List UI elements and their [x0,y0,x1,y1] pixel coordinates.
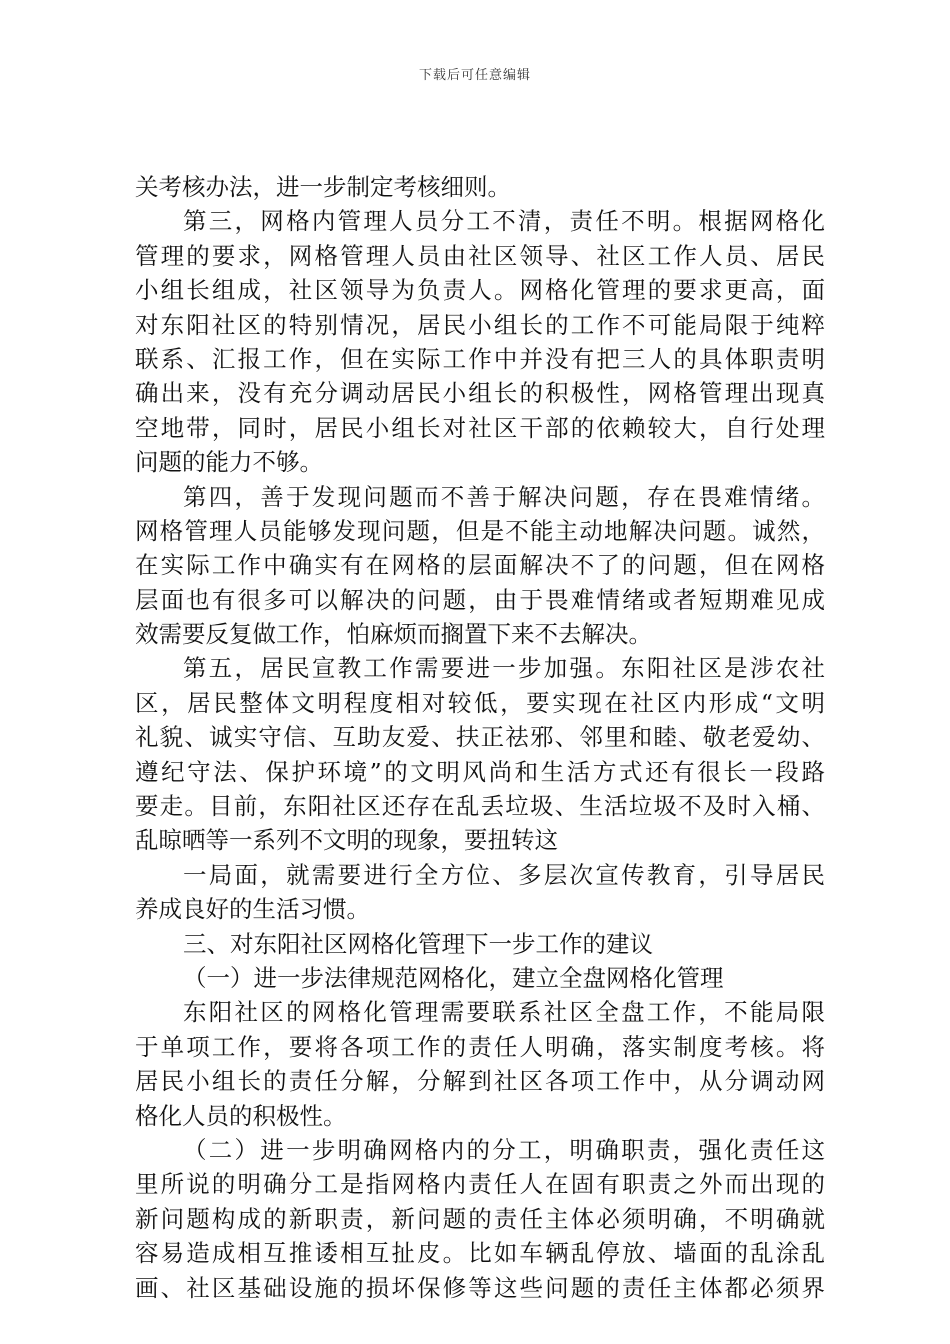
text-line: 新问题构成的新职责，新问题的责任主体必须明确，不明确就 [135,1204,825,1233]
text-line: 画、社区基础设施的损坏保修等这些问题的责任主体都必须界 [135,1273,825,1302]
text-line: 里所说的明确分工是指网格内责任人在固有职责之外而出现的 [135,1170,825,1199]
text-line: 乱晾晒等一系列不文明的现象，要扭转这 [135,826,558,855]
text-line: 空地带，同时，居民小组长对社区干部的依赖较大，自行处理 [135,413,825,442]
text-line: 第三，网格内管理人员分工不清，责任不明。根据网格化 [183,207,825,236]
text-line: 第四，善于发现问题而不善于解决问题，存在畏难情绪。 [183,482,825,511]
text-line: 三、对东阳社区网格化管理下一步工作的建议 [183,929,653,958]
text-line: 对东阳社区的特别情况，居民小组长的工作不可能局限于纯粹 [135,310,825,339]
text-line: 容易造成相互推诿相互扯皮。比如车辆乱停放、墙面的乱涂乱 [135,1239,825,1268]
text-line: （二）进一步明确网格内的分工，明确职责，强化责任这 [183,1135,825,1164]
page-header: 下载后可任意编辑 [418,68,531,83]
text-line: 礼貌、诚实守信、互助友爱、扶正祛邪、邻里和睦、敬老爱幼、 [135,723,825,752]
text-line: 网格管理人员能够发现问题，但是不能主动地解决问题。诚然， [135,516,825,545]
text-line: 小组长组成，社区领导为负责人。网格化管理的要求更高，面 [135,276,825,305]
document-body [135,170,825,1305]
text-line: 问题的能力不够。 [135,448,323,477]
text-line: 一局面，就需要进行全方位、多层次宣传教育，引导居民 [183,860,825,889]
text-line: 第五，居民宣教工作需要进一步加强。东阳社区是涉农社 [183,654,825,683]
text-line: 居民小组长的责任分解，分解到社区各项工作中，从分调动网 [135,1067,825,1096]
text-line: 确出来，没有充分调动居民小组长的积极性，网格管理出现真 [135,379,825,408]
text-line: 遵纪守法、保护环境”的文明风尚和生活方式还有很长一段路 [135,757,825,786]
text-line: 层面也有很多可以解决的问题，由于畏难情绪或者短期难见成 [135,585,825,614]
text-line: 管理的要求，网格管理人员由社区领导、社区工作人员、居民 [135,241,825,270]
text-line: 要走。目前，东阳社区还存在乱丢垃圾、生活垃圾不及时入桶、 [135,792,825,821]
text-line: 于单项工作，要将各项工作的责任人明确，落实制度考核。将 [135,1032,825,1061]
text-line: 效需要反复做工作，怕麻烦而搁置下来不去解决。 [135,620,652,649]
text-line: 格化人员的积极性。 [135,1101,347,1130]
text-line: 关考核办法，进一步制定考核细则。 [135,173,511,201]
text-line: 养成良好的生活习惯。 [135,895,370,924]
text-line: 区，居民整体文明程度相对较低，要实现在社区内形成“文明 [135,688,825,717]
text-line: 联系、汇报工作，但在实际工作中并没有把三人的具体职责明 [135,344,825,373]
text-line: （一）进一步法律规范网格化，建立全盘网格化管理 [183,963,724,992]
text-line: 东阳社区的网格化管理需要联系社区全盘工作，不能局限 [183,998,825,1027]
text-line: 在实际工作中确实有在网格的层面解决不了的问题，但在网格 [135,551,825,580]
